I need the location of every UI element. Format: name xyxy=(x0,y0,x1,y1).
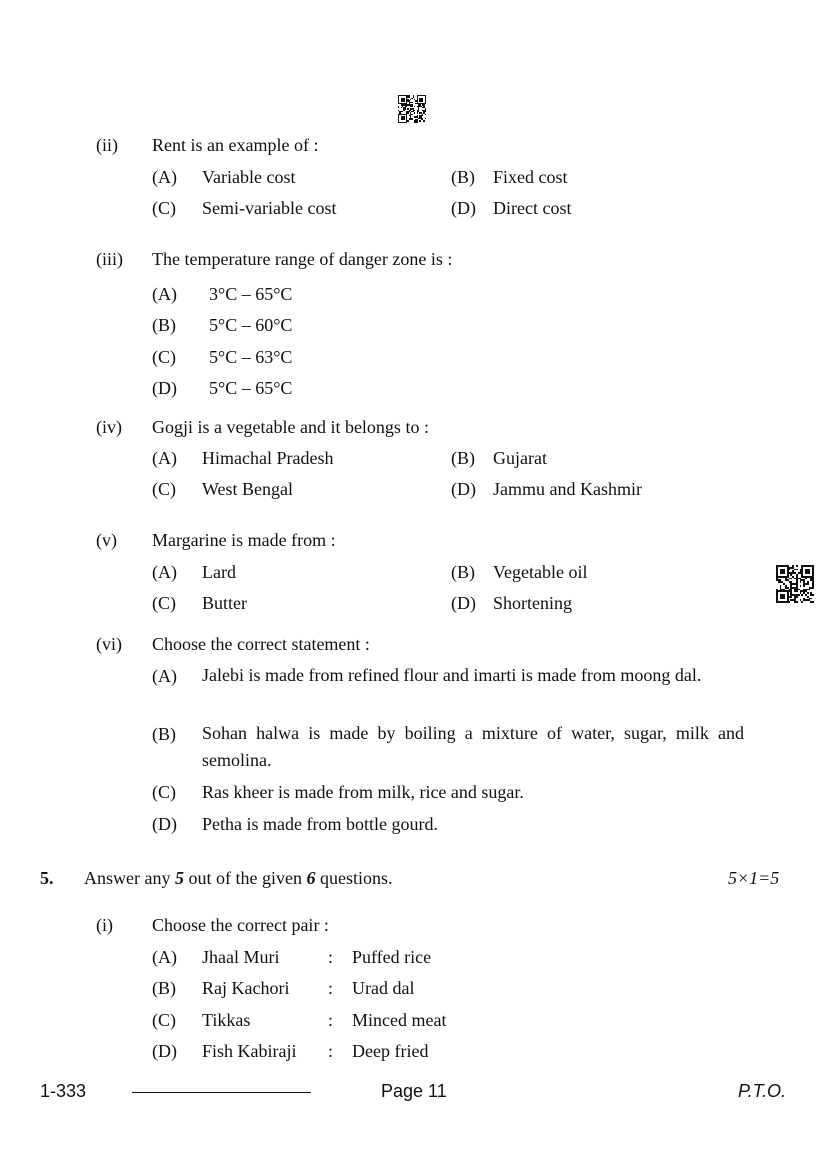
pair-separator: : xyxy=(328,1010,334,1030)
option-key: (D) xyxy=(451,198,476,218)
question-number: (v) xyxy=(96,530,117,550)
question-number: (ii) xyxy=(96,135,118,155)
footer-rule xyxy=(132,1092,311,1093)
option-key: (D) xyxy=(451,479,476,499)
option-text: 5°C – 65°C xyxy=(209,378,293,398)
qr-code-icon xyxy=(398,95,426,123)
option-key: (B) xyxy=(152,315,176,335)
question-number: (iv) xyxy=(96,417,122,437)
option-key: (C) xyxy=(152,1010,176,1030)
option-key: (C) xyxy=(152,782,176,802)
option-text: Gujarat xyxy=(493,448,547,468)
option-key: (D) xyxy=(451,593,476,613)
option-text: Jammu and Kashmir xyxy=(493,479,642,499)
pair-separator: : xyxy=(328,978,334,998)
option-key: (A) xyxy=(152,666,177,686)
option-key: (B) xyxy=(451,448,475,468)
option-text: 3°C – 65°C xyxy=(209,284,293,304)
pair-left: Tikkas xyxy=(202,1010,251,1030)
option-key: (C) xyxy=(152,479,176,499)
qr-code-icon xyxy=(776,565,814,603)
option-text: Himachal Pradesh xyxy=(202,448,334,468)
option-text: Lard xyxy=(202,562,236,582)
question-stem: The temperature range of danger zone is : xyxy=(152,249,453,269)
option-text: 5°C – 60°C xyxy=(209,315,293,335)
pair-left: Fish Kabiraji xyxy=(202,1041,297,1061)
option-key: (B) xyxy=(451,167,475,187)
question-stem: Margarine is made from : xyxy=(152,530,336,550)
option-key: (C) xyxy=(152,198,176,218)
option-text: Variable cost xyxy=(202,167,296,187)
pair-right: Deep fried xyxy=(352,1041,429,1061)
option-key: (B) xyxy=(152,724,176,744)
pair-separator: : xyxy=(328,947,334,967)
option-key: (A) xyxy=(152,448,177,468)
paper-code: 1-333 xyxy=(40,1081,87,1101)
option-key: (A) xyxy=(152,947,177,967)
question-stem: Choose the correct pair : xyxy=(152,915,329,935)
question-stem: Rent is an example of : xyxy=(152,135,319,155)
question-instruction: Answer any 5 out of the given 6 questions. xyxy=(84,868,393,888)
option-key: (B) xyxy=(451,562,475,582)
option-text: Fixed cost xyxy=(493,167,568,187)
pair-left: Jhaal Muri xyxy=(202,947,280,967)
pair-separator: : xyxy=(328,1041,334,1061)
question-number: 5. xyxy=(40,868,54,888)
option-text: Sohan halwa is made by boiling a mixture of water, sugar, milk and semolina. xyxy=(202,723,744,770)
pair-right: Urad dal xyxy=(352,978,415,998)
option-key: (D) xyxy=(152,378,177,398)
page-number: Page 11 xyxy=(381,1081,447,1101)
pair-left: Raj Kachori xyxy=(202,978,290,998)
option-text: 5°C – 63°C xyxy=(209,347,293,367)
option-text: Direct cost xyxy=(493,198,572,218)
option-key: (B) xyxy=(152,978,176,998)
option-key: (A) xyxy=(152,284,177,304)
question-number: (vi) xyxy=(96,634,122,654)
option-key: (C) xyxy=(152,593,176,613)
option-text: Shortening xyxy=(493,593,572,613)
option-text: Semi-variable cost xyxy=(202,198,337,218)
option-key: (D) xyxy=(152,814,177,834)
question-stem: Choose the correct statement : xyxy=(152,634,370,654)
option-key: (A) xyxy=(152,562,177,582)
pair-right: Minced meat xyxy=(352,1010,447,1030)
option-text: Ras kheer is made from milk, rice and sugar. xyxy=(202,782,524,802)
option-key: (C) xyxy=(152,347,176,367)
option-text: Petha is made from bottle gourd. xyxy=(202,814,438,834)
option-text: Jalebi is made from refined flour and imarti is made from moong dal. xyxy=(202,665,702,685)
question-stem: Gogji is a vegetable and it belongs to : xyxy=(152,417,429,437)
marks-label: 5×1=5 xyxy=(728,868,780,888)
option-key: (D) xyxy=(152,1041,177,1061)
option-text: Vegetable oil xyxy=(493,562,588,582)
pair-right: Puffed rice xyxy=(352,947,432,967)
pto-label: P.T.O. xyxy=(738,1081,787,1101)
question-number: (iii) xyxy=(96,249,123,269)
question-number: (i) xyxy=(96,915,113,935)
option-key: (A) xyxy=(152,167,177,187)
option-text: West Bengal xyxy=(202,479,294,499)
option-text: Butter xyxy=(202,593,247,613)
